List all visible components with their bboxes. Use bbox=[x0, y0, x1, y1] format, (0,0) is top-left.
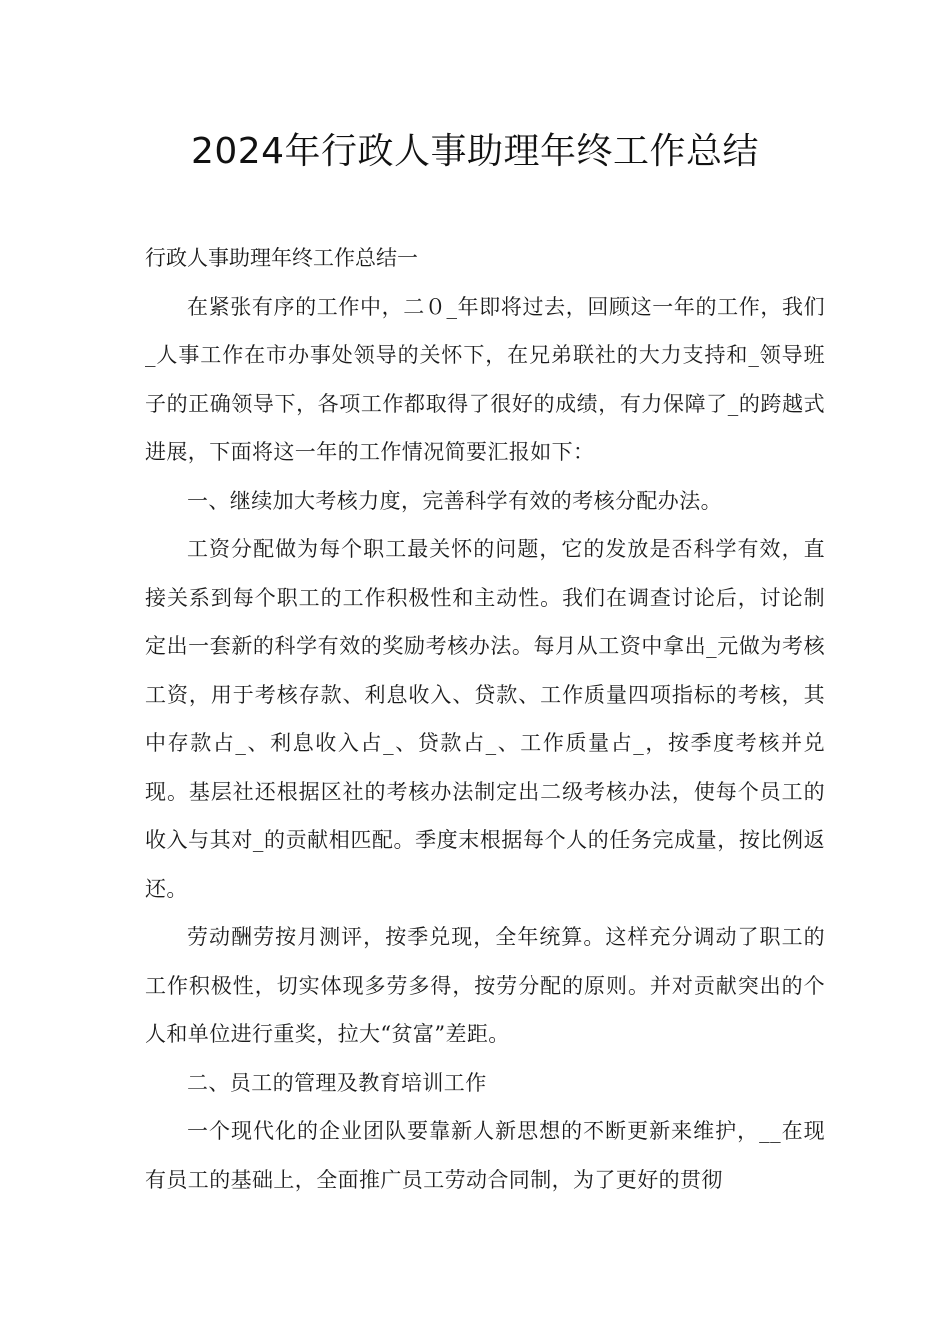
paragraph-salary: 工资分配做为每个职工最关怀的问题，它的发放是否科学有效，直接关系到每个职工的工作积极性和主动性。我们在调查讨论后，讨论制定出一套新的科学有效的奖励考核办法。每月从工资中拿出_元做为考核工资，用于考核存款、利息收入、贷款、工作质量四项指标的考核，其中存款占_、利息收入占_、贷款占_、工作质量占_，按季度考核并兑现。基层社还根据区社的考核办法制定出二级考核办法，使每个员工的收入与其对_的贡献相匹配。季度末根据每个人的任务完成量，按比例返还。 bbox=[145, 537, 825, 901]
paragraph-intro: 在紧张有序的工作中，二０_年即将过去，回顾这一年的工作，我们_人事工作在市办事处领导的关怀下，在兄弟联社的大力支持和_领导班子的正确领导下，各项工作都取得了很好的成绩，有力保障了_的跨越式进展，下面将这一年的工作情况简要汇报如下： bbox=[145, 294, 825, 464]
paragraph-remuneration: 劳动酬劳按月测评，按季兑现，全年统算。这样充分调动了职工的工作积极性，切实体现多劳多得，按劳分配的原则。并对贡献突出的个人和单位进行重奖，拉大“贫富”差距。 bbox=[145, 925, 825, 1046]
document-title: 2024年行政人事助理年终工作总结 bbox=[190, 131, 760, 172]
document-body bbox=[145, 234, 825, 1204]
paragraph-heading-two: 二、员工的管理及教育培训工作 bbox=[187, 1070, 487, 1095]
paragraph-heading-one: 一、继续加大考核力度，完善科学有效的考核分配办法。 bbox=[187, 488, 722, 513]
section-subheading: 行政人事助理年终工作总结一 bbox=[145, 246, 418, 270]
paragraph-staff-management: 一个现代化的企业团队要靠新人新思想的不断更新来维护，__在现有员工的基础上，全面推广员工劳动合同制，为了更好的贯彻 bbox=[145, 1119, 825, 1192]
